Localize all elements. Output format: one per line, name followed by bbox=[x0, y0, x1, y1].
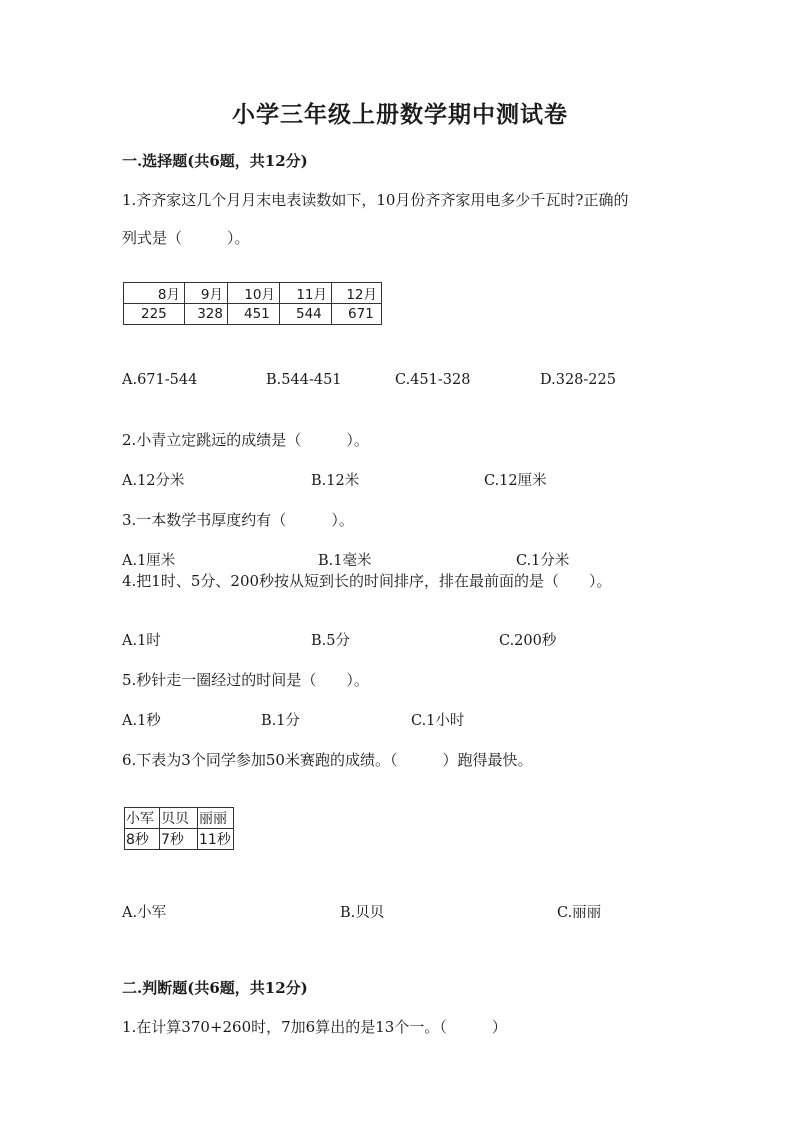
question-2-option-b[interactable]: B.12米 bbox=[311, 473, 360, 489]
question-2: 2.小青立定跳远的成绩是（ ）。 bbox=[122, 431, 369, 449]
question-1-option-c[interactable]: C.451-328 bbox=[395, 372, 471, 388]
table-header-cell: 11月 bbox=[280, 283, 332, 304]
section-heading-choice: 一.选择题(共6题，共12分) bbox=[122, 152, 308, 170]
section-heading-judgement: 二.判断题(共6题，共12分) bbox=[122, 979, 308, 997]
question-1-option-a[interactable]: A.671-544 bbox=[122, 372, 198, 388]
table-cell: 7秒 bbox=[160, 829, 198, 850]
question-1-line-2: 列式是（ ）。 bbox=[122, 229, 250, 247]
judgement-question-1: 1.在计算370+260时，7加6算出的是13个一。（ ） bbox=[122, 1018, 507, 1036]
table-header-row bbox=[124, 283, 382, 304]
question-3-option-b[interactable]: B.1毫米 bbox=[318, 553, 372, 569]
table-cell: 544 bbox=[280, 304, 332, 325]
table-cell: 451 bbox=[228, 304, 280, 325]
table-header-cell: 12月 bbox=[332, 283, 382, 304]
question-4-option-b[interactable]: B.5分 bbox=[311, 633, 350, 649]
table-cell: 671 bbox=[332, 304, 382, 325]
question-4: 4.把1时、5分、200秒按从短到长的时间排序，排在最前面的是（ ）。 bbox=[122, 572, 612, 590]
question-6-option-c[interactable]: C.丽丽 bbox=[557, 905, 602, 921]
question-3-option-c[interactable]: C.1分米 bbox=[516, 553, 570, 569]
table-header-row bbox=[125, 808, 234, 829]
meter-reading-table bbox=[123, 282, 382, 325]
page-title: 小学三年级上册数学期中测试卷 bbox=[232, 101, 568, 128]
question-1-line-1: 1.齐齐家这几个月月末电表读数如下，10月份齐齐家用电多少千瓦时?正确的 bbox=[122, 191, 629, 209]
question-3-option-a[interactable]: A.1厘米 bbox=[122, 553, 176, 569]
question-6: 6.下表为3个同学参加50米赛跑的成绩。（ ）跑得最快。 bbox=[122, 751, 533, 769]
table-cell: 328 bbox=[185, 304, 228, 325]
table-cell: 11秒 bbox=[198, 829, 234, 850]
table-header-cell: 贝贝 bbox=[160, 808, 198, 829]
question-4-option-a[interactable]: A.1时 bbox=[122, 633, 161, 649]
question-2-option-a[interactable]: A.12分米 bbox=[122, 473, 185, 489]
question-5-option-a[interactable]: A.1秒 bbox=[122, 713, 161, 729]
question-5: 5.秒针走一圈经过的时间是（ ）。 bbox=[122, 671, 369, 689]
question-1-option-d[interactable]: D.328-225 bbox=[540, 372, 616, 388]
question-3: 3.一本数学书厚度约有（ ）。 bbox=[122, 511, 354, 529]
question-2-option-c[interactable]: C.12厘米 bbox=[484, 473, 547, 489]
question-4-option-c[interactable]: C.200秒 bbox=[499, 633, 557, 649]
table-header-cell: 小军 bbox=[125, 808, 160, 829]
question-6-option-b[interactable]: B.贝贝 bbox=[340, 905, 385, 921]
table-header-cell: 8月 bbox=[124, 283, 185, 304]
table-header-cell: 10月 bbox=[228, 283, 280, 304]
table-cell: 225 bbox=[124, 304, 185, 325]
table-row bbox=[124, 304, 382, 325]
table-cell: 8秒 bbox=[125, 829, 160, 850]
race-results-table bbox=[124, 807, 234, 850]
table-header-cell: 9月 bbox=[185, 283, 228, 304]
table-row bbox=[125, 829, 234, 850]
question-6-option-a[interactable]: A.小军 bbox=[122, 905, 167, 921]
question-5-option-c[interactable]: C.1小时 bbox=[411, 713, 465, 729]
question-5-option-b[interactable]: B.1分 bbox=[261, 713, 300, 729]
table-header-cell: 丽丽 bbox=[198, 808, 234, 829]
question-1-option-b[interactable]: B.544-451 bbox=[266, 372, 342, 388]
